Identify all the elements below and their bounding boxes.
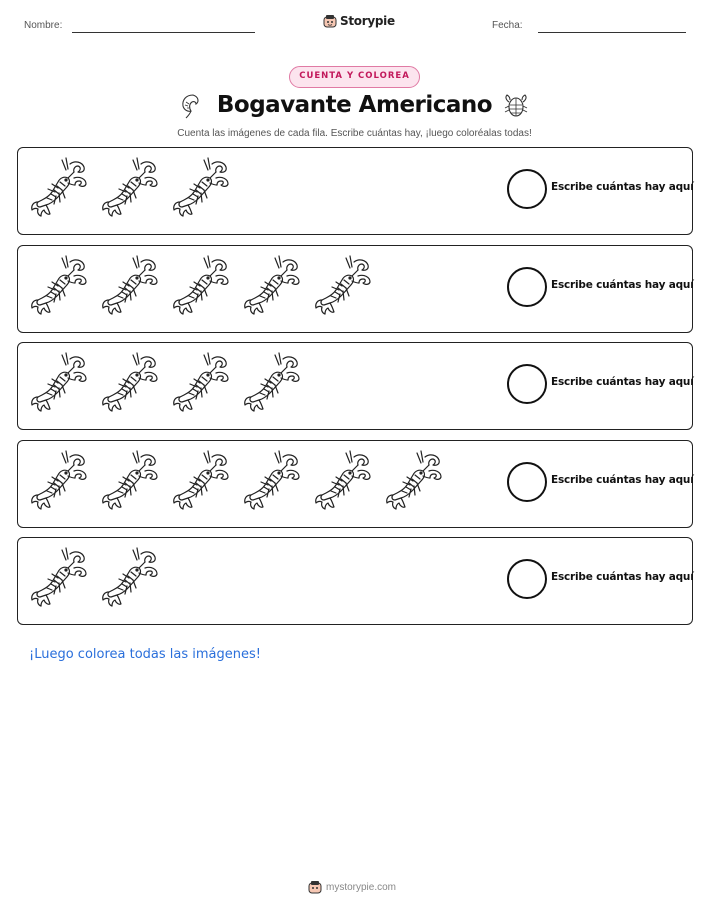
counting-row bbox=[17, 147, 693, 235]
counting-row bbox=[17, 537, 693, 625]
answer-label: Escribe cuántas hay aquí bbox=[551, 181, 694, 193]
answer-label: Escribe cuántas hay aquí bbox=[551, 376, 694, 388]
title-row bbox=[0, 90, 709, 126]
lobster-icon[interactable] bbox=[243, 449, 301, 515]
page-title: Bogavante Americano bbox=[216, 92, 493, 118]
picture-group bbox=[30, 351, 314, 417]
answer-circle[interactable] bbox=[507, 169, 547, 209]
lobster-icon[interactable] bbox=[243, 351, 301, 417]
lobster-icon[interactable] bbox=[30, 351, 88, 417]
lobster-icon[interactable] bbox=[101, 449, 159, 515]
lobster-icon[interactable] bbox=[30, 254, 88, 320]
picture-group bbox=[30, 546, 172, 612]
brand bbox=[323, 14, 395, 28]
storypie-logo-icon bbox=[308, 880, 322, 894]
instructions: Cuenta las imágenes de cada fila. Escribe cuántas hay, ¡luego coloréalas todas! bbox=[177, 128, 532, 139]
lobster-icon[interactable] bbox=[101, 254, 159, 320]
lobster-icon[interactable] bbox=[385, 449, 443, 515]
lobster-icon[interactable] bbox=[101, 351, 159, 417]
site-footer bbox=[308, 880, 396, 894]
lobster-icon[interactable] bbox=[101, 156, 159, 222]
lobster-icon[interactable] bbox=[172, 449, 230, 515]
lobster-icon[interactable] bbox=[30, 449, 88, 515]
lobster-icon[interactable] bbox=[314, 449, 372, 515]
answer-label: Escribe cuántas hay aquí bbox=[551, 278, 694, 291]
lobster-icon[interactable] bbox=[30, 546, 88, 612]
lobster-body-icon bbox=[503, 92, 529, 120]
counting-row bbox=[17, 440, 693, 528]
lobster-icon[interactable] bbox=[101, 546, 159, 612]
answer-circle[interactable] bbox=[507, 462, 547, 502]
lobster-icon[interactable] bbox=[30, 156, 88, 222]
activity-badge: CUENTA Y COLOREA bbox=[289, 66, 420, 88]
storypie-logo-icon bbox=[323, 14, 337, 28]
counting-rows bbox=[17, 147, 693, 635]
lobster-icon[interactable] bbox=[172, 351, 230, 417]
counting-row bbox=[17, 342, 693, 430]
footer-note: ¡Luego colorea todas las imágenes! bbox=[29, 647, 261, 662]
name-label: Nombre: bbox=[24, 20, 63, 31]
answer-circle[interactable] bbox=[507, 267, 547, 307]
lobster-icon[interactable] bbox=[314, 254, 372, 320]
picture-group bbox=[30, 254, 385, 320]
picture-group bbox=[30, 156, 243, 222]
lobster-icon[interactable] bbox=[243, 254, 301, 320]
date-label: Fecha: bbox=[492, 20, 523, 31]
answer-label: Escribe cuántas hay aquí bbox=[551, 473, 694, 486]
site-url: mystorypie.com bbox=[326, 881, 397, 893]
brand-name: Storypie bbox=[340, 14, 395, 28]
lobster-icon[interactable] bbox=[172, 254, 230, 320]
counting-row bbox=[17, 245, 693, 333]
picture-group bbox=[30, 449, 456, 515]
name-field-line[interactable] bbox=[72, 32, 255, 33]
answer-label: Escribe cuántas hay aquí bbox=[551, 571, 694, 583]
date-field-line[interactable] bbox=[538, 32, 686, 33]
answer-circle[interactable] bbox=[507, 559, 547, 599]
lobster-icon[interactable] bbox=[172, 156, 230, 222]
answer-circle[interactable] bbox=[507, 364, 547, 404]
